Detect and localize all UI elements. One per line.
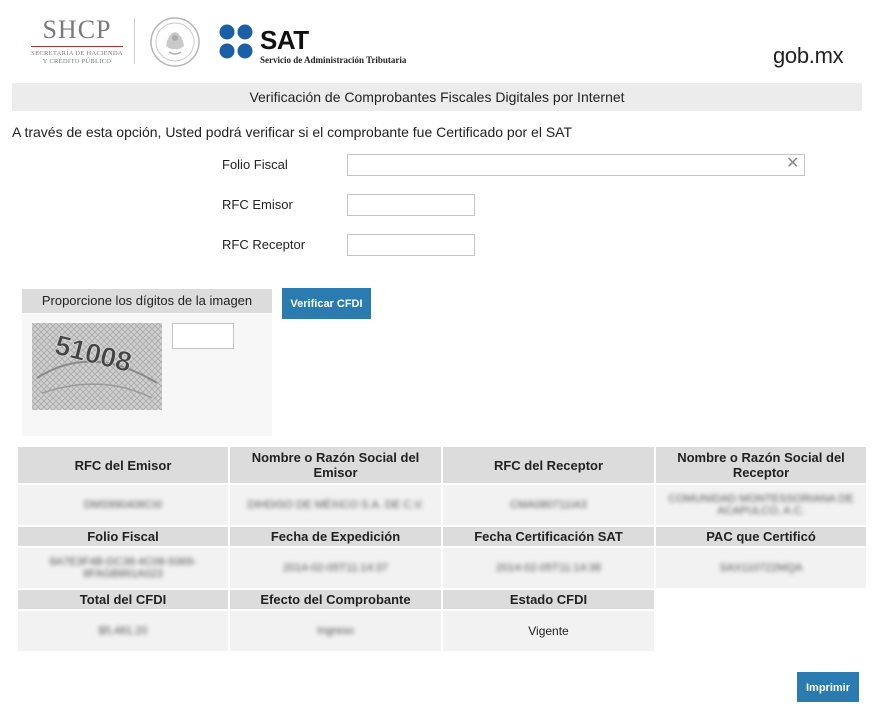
national-seal-icon: [150, 16, 200, 68]
intro-text: A través de esta opción, Usted podrá verificar si el comprobante fue Certificado por el SAT: [12, 124, 573, 140]
cell-rfc-receptor: CMA080711IA3: [443, 485, 654, 525]
site-header: [0, 0, 880, 82]
table-row: [18, 611, 866, 651]
th-estado: Estado CFDI: [443, 590, 654, 609]
sat-logo-text: SAT: [260, 25, 309, 55]
cell-efecto: Ingreso: [230, 611, 441, 651]
th-rfc-receptor: RFC del Receptor: [443, 447, 654, 483]
cell-estado: [443, 611, 654, 651]
folio-fiscal-input[interactable]: [347, 154, 805, 176]
cell-fecha-certificacion: 2014-02-05T11:14:38: [443, 548, 654, 588]
captcha-panel: [22, 289, 272, 436]
verify-cfdi-button[interactable]: Verificar CFDI: [282, 288, 371, 319]
th-pac: PAC que Certificó: [656, 527, 866, 546]
captcha-label: Proporcione los dígitos de la imagen: [22, 289, 272, 313]
cell-fecha-expedicion: 2014-02-05T11:14:37: [230, 548, 441, 588]
page-title: Verificación de Comprobantes Fiscales Digitales por Internet: [12, 83, 862, 111]
cell-nombre-emisor: DIHDISO DE MÉXICO S.A. DE C.V.: [230, 485, 441, 525]
cell-nombre-receptor: COMUNIDAD MONTESSORIANA DE ACAPULCO, A.C.: [656, 485, 866, 525]
header-divider: [134, 18, 135, 64]
captcha-code: 51008: [51, 329, 135, 378]
empty-cell: [656, 590, 866, 609]
cell-total-cfdi: $5,481.20: [18, 611, 228, 651]
rfc-emisor-input[interactable]: [347, 194, 475, 216]
th-folio-fiscal: Folio Fiscal: [18, 527, 228, 546]
th-fecha-expedicion: Fecha de Expedición: [230, 527, 441, 546]
table-header-row: [18, 590, 866, 609]
results-table: [16, 445, 868, 653]
table-header-row: [18, 447, 866, 483]
rfc-emisor-label: RFC Emisor: [222, 197, 293, 212]
shcp-logo-rule: [31, 46, 123, 47]
table-header-row: [18, 527, 866, 546]
folio-fiscal-label: Folio Fiscal: [222, 157, 288, 172]
status-value: Vigente: [528, 624, 569, 638]
sat-logo-icon: [219, 24, 255, 60]
cell-folio-fiscal: 8A7E3F4B-DC38-4C08-9369-8FAGB891A023: [18, 548, 228, 588]
cell-rfc-emisor: DMS990406CI0: [18, 485, 228, 525]
gobmx-logo[interactable]: gob.mx: [773, 43, 844, 68]
th-nombre-emisor: Nombre o Razón Social del Emisor: [230, 447, 441, 483]
th-total-cfdi: Total del CFDI: [18, 590, 228, 609]
th-efecto: Efecto del Comprobante: [230, 590, 441, 609]
rfc-receptor-label: RFC Receptor: [222, 237, 306, 252]
shcp-logo: [27, 16, 127, 66]
cell-pac: SAX110722MQA: [656, 548, 866, 588]
captcha-input[interactable]: [172, 323, 234, 349]
print-button[interactable]: Imprimir: [797, 672, 859, 702]
captcha-image: [32, 323, 162, 410]
th-fecha-certificacion: Fecha Certificación SAT: [443, 527, 654, 546]
clear-icon[interactable]: ✕: [786, 155, 800, 172]
table-row: [18, 485, 866, 525]
empty-cell: [656, 611, 866, 651]
rfc-receptor-input[interactable]: [347, 234, 475, 256]
table-row: [18, 548, 866, 588]
shcp-logo-text: SHCP: [42, 15, 112, 44]
shcp-logo-subtitle-2: Y CRÉDITO PÚBLICO: [42, 58, 112, 65]
th-rfc-emisor: RFC del Emisor: [18, 447, 228, 483]
th-nombre-receptor: Nombre o Razón Social del Receptor: [656, 447, 866, 483]
sat-logo-subtitle: Servicio de Administración Tributaria: [260, 55, 407, 65]
shcp-logo-subtitle-1: SECRETARÍA DE HACIENDA: [31, 50, 123, 57]
